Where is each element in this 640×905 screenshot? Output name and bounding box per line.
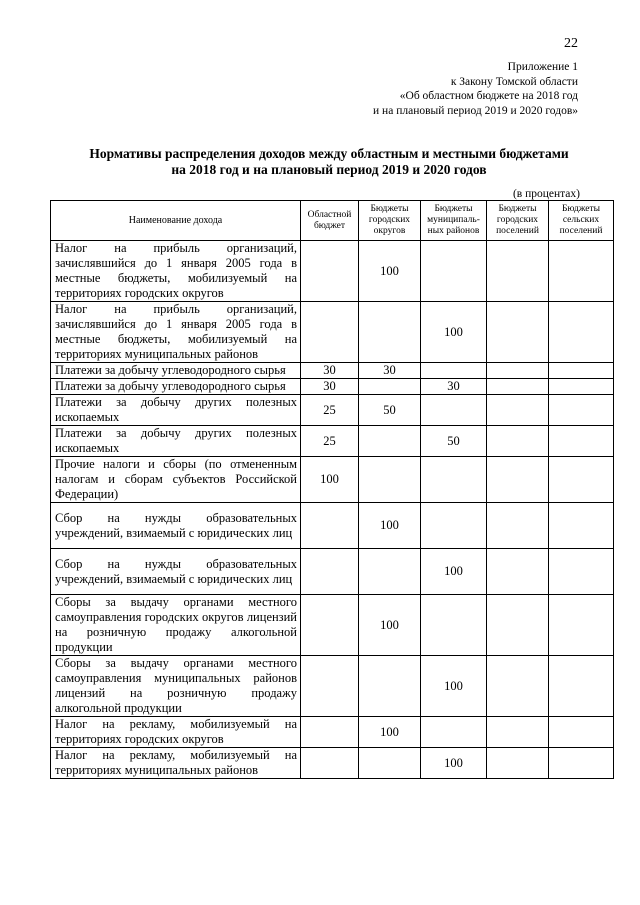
table-row bbox=[51, 457, 614, 503]
rural-settlements-value bbox=[549, 457, 614, 503]
table-header-row bbox=[51, 201, 614, 241]
rural-settlements-value bbox=[549, 656, 614, 717]
regional-value bbox=[301, 549, 359, 595]
urban-settlements-value bbox=[487, 363, 549, 379]
regional-value: 30 bbox=[301, 363, 359, 379]
municipal-districts-value bbox=[421, 503, 487, 549]
municipal-districts-value bbox=[421, 595, 487, 656]
table-row bbox=[51, 395, 614, 426]
regional-value: 25 bbox=[301, 426, 359, 457]
municipal-districts-value: 30 bbox=[421, 379, 487, 395]
table-row bbox=[51, 748, 614, 779]
page-number: 22 bbox=[564, 36, 578, 51]
row-name: Налог на прибыль организаций, зачислявшийся до 1 января 2005 года в местные бюджеты, мобилизуемый на территориях городских округов bbox=[51, 241, 301, 302]
city-districts-value bbox=[359, 549, 421, 595]
regional-value: 100 bbox=[301, 457, 359, 503]
rural-settlements-value bbox=[549, 395, 614, 426]
column-header-municipal-districts: Бюджеты муниципаль-ных районов bbox=[421, 201, 487, 241]
table-row bbox=[51, 302, 614, 363]
table-row bbox=[51, 503, 614, 549]
urban-settlements-value bbox=[487, 748, 549, 779]
urban-settlements-value bbox=[487, 656, 549, 717]
row-name: Сбор на нужды образовательных учреждений, взимаемый с юридических лиц bbox=[51, 503, 301, 549]
municipal-districts-value bbox=[421, 241, 487, 302]
appendix-line-1: Приложение 1 bbox=[507, 61, 578, 73]
regional-value bbox=[301, 302, 359, 363]
column-header-name: Наименование дохода bbox=[51, 201, 301, 241]
rural-settlements-value bbox=[549, 379, 614, 395]
regional-value bbox=[301, 241, 359, 302]
regional-value bbox=[301, 717, 359, 748]
regional-value: 25 bbox=[301, 395, 359, 426]
table-row bbox=[51, 656, 614, 717]
municipal-districts-value: 100 bbox=[421, 302, 487, 363]
rural-settlements-value bbox=[549, 595, 614, 656]
municipal-districts-value: 100 bbox=[421, 748, 487, 779]
urban-settlements-value bbox=[487, 457, 549, 503]
table-row bbox=[51, 595, 614, 656]
row-name: Налог на рекламу, мобилизуемый на территориях муниципальных районов bbox=[51, 748, 301, 779]
regional-value bbox=[301, 748, 359, 779]
municipal-districts-value bbox=[421, 363, 487, 379]
municipal-districts-value: 100 bbox=[421, 549, 487, 595]
city-districts-value: 100 bbox=[359, 503, 421, 549]
regional-value bbox=[301, 503, 359, 549]
row-name: Платежи за добычу углеводородного сырья bbox=[51, 363, 301, 379]
city-districts-value bbox=[359, 748, 421, 779]
row-name: Платежи за добычу углеводородного сырья bbox=[51, 379, 301, 395]
table-row bbox=[51, 717, 614, 748]
city-districts-value: 100 bbox=[359, 241, 421, 302]
municipal-districts-value bbox=[421, 395, 487, 426]
urban-settlements-value bbox=[487, 503, 549, 549]
row-name: Платежи за добычу других полезных ископаемых bbox=[51, 426, 301, 457]
city-districts-value bbox=[359, 302, 421, 363]
urban-settlements-value bbox=[487, 302, 549, 363]
city-districts-value bbox=[359, 457, 421, 503]
row-name: Платежи за добычу других полезных ископаемых bbox=[51, 395, 301, 426]
rural-settlements-value bbox=[549, 549, 614, 595]
column-header-regional: Областной бюджет bbox=[301, 201, 359, 241]
urban-settlements-value bbox=[487, 549, 549, 595]
units-note: (в процентах) bbox=[512, 188, 580, 200]
rural-settlements-value bbox=[549, 363, 614, 379]
municipal-districts-value: 100 bbox=[421, 656, 487, 717]
column-header-city-districts: Бюджеты городских округов bbox=[359, 201, 421, 241]
urban-settlements-value bbox=[487, 241, 549, 302]
city-districts-value bbox=[359, 426, 421, 457]
urban-settlements-value bbox=[487, 379, 549, 395]
column-header-urban-settlements: Бюджеты городских поселений bbox=[487, 201, 549, 241]
table-row bbox=[51, 426, 614, 457]
urban-settlements-value bbox=[487, 717, 549, 748]
city-districts-value bbox=[359, 379, 421, 395]
urban-settlements-value bbox=[487, 426, 549, 457]
row-name: Сборы за выдачу органами местного самоуправления городских округов лицензий на розничную продажу алкогольной продукции bbox=[51, 595, 301, 656]
municipal-districts-value: 50 bbox=[421, 426, 487, 457]
municipal-districts-value bbox=[421, 457, 487, 503]
title-line-1: Нормативы распределения доходов между областным и местными бюджетами bbox=[89, 146, 569, 161]
row-name: Налог на прибыль организаций, зачислявшийся до 1 января 2005 года в местные бюджеты, мобилизуемый на территориях муниципальных районов bbox=[51, 302, 301, 363]
appendix-line-4: и на плановый период 2019 и 2020 годов» bbox=[373, 104, 578, 117]
city-districts-value: 100 bbox=[359, 717, 421, 748]
rural-settlements-value bbox=[549, 426, 614, 457]
rural-settlements-value bbox=[549, 241, 614, 302]
regional-value bbox=[301, 595, 359, 656]
regional-value bbox=[301, 656, 359, 717]
urban-settlements-value bbox=[487, 395, 549, 426]
rural-settlements-value bbox=[549, 503, 614, 549]
rural-settlements-value bbox=[549, 717, 614, 748]
city-districts-value: 50 bbox=[359, 395, 421, 426]
table-row bbox=[51, 549, 614, 595]
revenue-distribution-table bbox=[50, 200, 614, 779]
city-districts-value: 100 bbox=[359, 595, 421, 656]
row-name: Прочие налоги и сборы (по отмененным налогам и сборам субъектов Российской Федерации) bbox=[51, 457, 301, 503]
row-name: Налог на рекламу, мобилизуемый на территориях городских округов bbox=[51, 717, 301, 748]
column-header-rural-settlements: Бюджеты сельских поселений bbox=[549, 201, 614, 241]
table-row bbox=[51, 241, 614, 302]
row-name: Сбор на нужды образовательных учреждений, взимаемый с юридических лиц bbox=[51, 549, 301, 595]
row-name: Сборы за выдачу органами местного самоуправления муниципальных районов лицензий на розничную продажу алкогольной продукции bbox=[51, 656, 301, 717]
table-row bbox=[51, 379, 614, 395]
city-districts-value bbox=[359, 656, 421, 717]
city-districts-value: 30 bbox=[359, 363, 421, 379]
rural-settlements-value bbox=[549, 302, 614, 363]
urban-settlements-value bbox=[487, 595, 549, 656]
appendix-block bbox=[373, 60, 578, 118]
appendix-line-3: «Об областном бюджете на 2018 год bbox=[399, 90, 578, 102]
municipal-districts-value bbox=[421, 717, 487, 748]
document-title bbox=[40, 146, 618, 178]
regional-value: 30 bbox=[301, 379, 359, 395]
rural-settlements-value bbox=[549, 748, 614, 779]
table-row bbox=[51, 363, 614, 379]
title-line-2: на 2018 год и на плановый период 2019 и 2020 годов bbox=[171, 162, 487, 177]
appendix-line-2: к Закону Томской области bbox=[450, 75, 578, 88]
